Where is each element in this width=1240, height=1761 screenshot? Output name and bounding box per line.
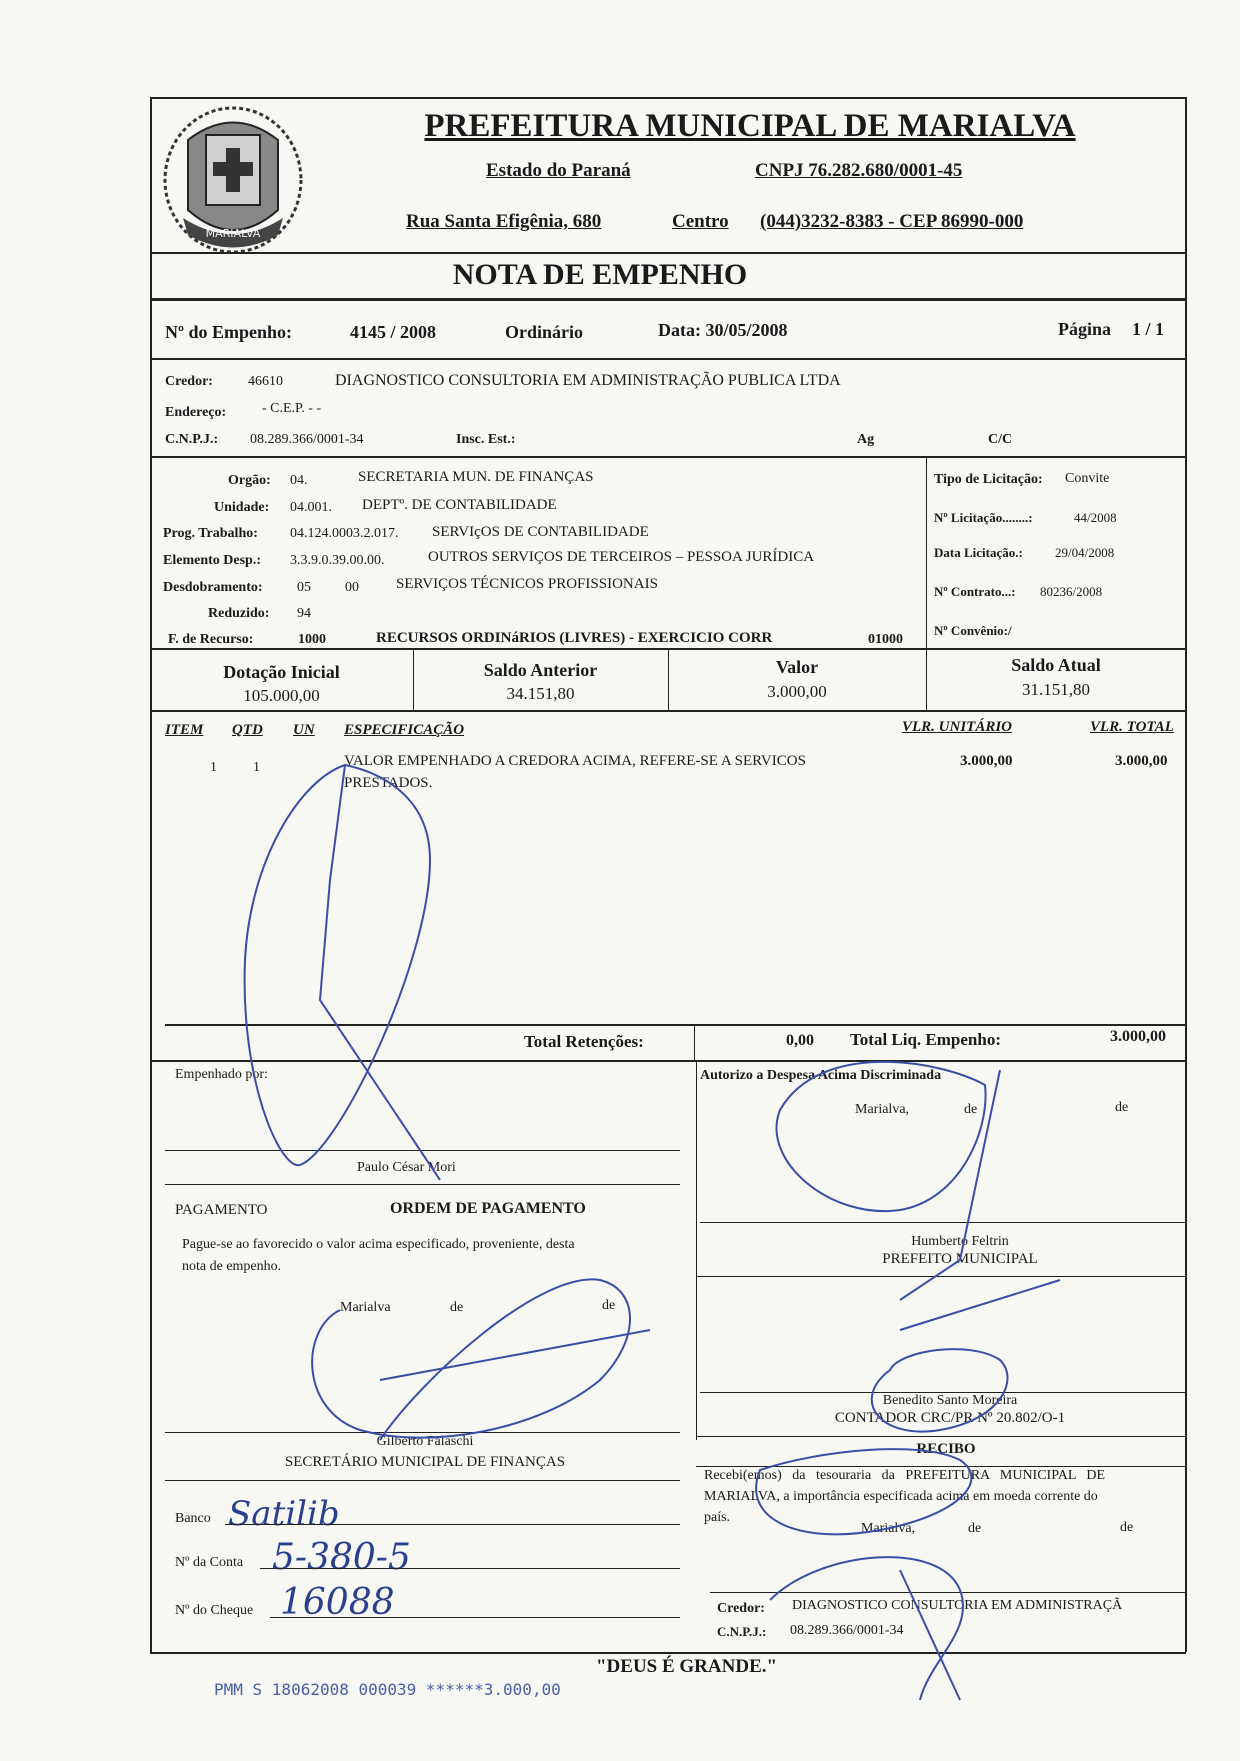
signature-stroke-secretario-line	[380, 1330, 650, 1380]
desdob-label: Desdobramento:	[163, 580, 263, 595]
insc-label: Insc. Est.:	[456, 432, 516, 447]
saldo-atual-value: 31.151,80	[1022, 680, 1090, 699]
recibo-credor-value: DIAGNOSTICO CONSULTORIA EM ADMINISTRAÇÃ	[792, 1598, 1123, 1613]
page-value: 1 / 1	[1132, 319, 1165, 339]
recurso-code2: 01000	[868, 632, 903, 647]
row-spec-line2: PRESTADOS.	[344, 775, 433, 791]
contador-name: Benedito Santo Moreira	[882, 1393, 1018, 1408]
reduzido-label: Reduzido:	[208, 606, 270, 621]
col-spec: ESPECIFICAÇÃO	[344, 722, 465, 738]
elem-name: OUTROS SERVIÇOS DE TERCEIROS – PESSOA JURÍDICA	[428, 549, 815, 565]
row-total: 3.000,00	[1115, 753, 1168, 769]
col-qtd: QTD	[232, 722, 263, 738]
prog-label: Prog. Trabalho:	[163, 526, 258, 541]
empenho-value: 4145 / 2008	[350, 322, 437, 342]
endereco-label: Endereço:	[165, 405, 227, 420]
empenho-label: Nº do Empenho:	[165, 322, 292, 342]
row-spec-line1: VALOR EMPENHADO A CREDORA ACIMA, REFERE-SE A SERVICOS	[344, 753, 806, 769]
ordem-label: ORDEM DE PAGAMENTO	[390, 1200, 586, 1217]
recurso-name: RECURSOS ORDINáRIOS (LIVRES) - EXERCICIO CORR	[376, 630, 773, 646]
signature-stroke-prefeito	[777, 1062, 1000, 1300]
conta-value: 5-380-5	[272, 1537, 411, 1578]
desdob-a: 05	[297, 580, 311, 595]
header-title: PREFEITURA MUNICIPAL DE MARIALVA	[424, 108, 1076, 144]
sec-title: SECRETÁRIO MUNICIPAL DE FINANÇAS	[284, 1454, 566, 1470]
recurso-code: 1000	[298, 632, 326, 647]
credor-name: DIAGNOSTICO CONSULTORIA EM ADMINISTRAÇÃO PUBLICA LTDA	[335, 372, 841, 389]
header-phone-cep: (044)3232-8383 - CEP 86990-000	[760, 211, 1024, 232]
crest-text: MARIALVA	[205, 227, 261, 240]
convenio-label: Nº Convênio:/	[934, 623, 1012, 638]
dotacao-value: 105.000,00	[243, 686, 320, 705]
row-unit: 3.000,00	[960, 753, 1013, 769]
row-qtd: 1	[253, 760, 260, 775]
footer-motto: "DEUS É GRANDE."	[596, 1656, 778, 1677]
data-licitacao-label: Data Licitação.:	[934, 545, 1023, 560]
sec-name: Gilberto Falaschi	[376, 1434, 474, 1449]
unidade-label: Unidade:	[214, 500, 270, 515]
empenhado-label: Empenhado por:	[175, 1067, 268, 1082]
credor-code: 46610	[248, 374, 283, 389]
empenho-date: Data: 30/05/2008	[658, 320, 788, 340]
recibo-cnpj-label: C.N.P.J.:	[717, 1624, 767, 1639]
cnpj-value: 08.289.366/0001-34	[250, 432, 364, 447]
recibo-cnpj-value: 08.289.366/0001-34	[790, 1623, 904, 1638]
dotacao-label: Dotação Inicial	[223, 662, 340, 682]
recibo-title: RECIBO	[916, 1441, 976, 1457]
reduzido-value: 94	[297, 606, 311, 621]
cheque-label: Nº do Cheque	[175, 1603, 254, 1618]
recibo-de-2: de	[1120, 1520, 1134, 1535]
footer-stamp: PMM S 18062008 000039 ******3.000,00	[214, 1680, 561, 1699]
valor-label: Valor	[775, 657, 819, 677]
recibo-city: Marialva,	[861, 1521, 916, 1536]
autorizo-city: Marialva,	[855, 1102, 910, 1117]
desdob-name: SERVIÇOS TÉCNICOS PROFISSIONAIS	[396, 576, 658, 592]
unidade-code: 04.001.	[290, 500, 332, 515]
valor-value: 3.000,00	[767, 682, 827, 701]
page-label: Página	[1058, 319, 1112, 339]
header-district: Centro	[672, 211, 729, 232]
signature-stroke-secretario	[312, 1279, 630, 1440]
autorizo-de-1: de	[964, 1102, 978, 1117]
orgao-name: SECRETARIA MUN. DE FINANÇAS	[358, 469, 594, 485]
num-licitacao-label: Nº Licitação........:	[934, 510, 1033, 525]
liq-label: Total Liq. Empenho:	[850, 1030, 1001, 1049]
signature-stroke-recibo	[756, 1449, 971, 1534]
prefeito-title: PREFEITO MUNICIPAL	[882, 1251, 1038, 1267]
recibo-credor-label: Credor:	[717, 1601, 765, 1616]
prefeito-name: Humberto Feltrin	[911, 1234, 1009, 1249]
prog-code: 04.124.0003.2.017.	[290, 526, 399, 541]
header-state: Estado do Paraná	[486, 160, 631, 181]
empenhado-name: Paulo César Mori	[357, 1160, 456, 1175]
col-unit: VLR. UNITÁRIO	[902, 719, 1013, 735]
autorizo-de-2: de	[1115, 1100, 1129, 1115]
banco-value: Satilib	[228, 1494, 340, 1534]
unidade-name: DEPTº. DE CONTABILIDADE	[362, 497, 557, 513]
ordem-de-2: de	[602, 1298, 616, 1313]
pague-line2: nota de empenho.	[182, 1259, 282, 1274]
row-item: 1	[210, 760, 217, 775]
num-licitacao-value: 44/2008	[1074, 510, 1117, 525]
retencoes-label: Total Retenções:	[524, 1032, 644, 1051]
contrato-label: Nº Contrato...:	[934, 584, 1016, 599]
data-licitacao-value: 29/04/2008	[1055, 545, 1115, 560]
retencoes-value: 0,00	[786, 1032, 814, 1049]
ag-label: Ag	[857, 432, 875, 447]
col-total: VLR. TOTAL	[1090, 719, 1174, 735]
orgao-label: Orgão:	[228, 473, 271, 488]
recibo-de-1: de	[968, 1521, 982, 1536]
saldo-atual-label: Saldo Atual	[1011, 655, 1101, 675]
signature-stroke-contador	[872, 1280, 1060, 1432]
cheque-value: 16088	[280, 1582, 395, 1623]
cc-label: C/C	[988, 432, 1013, 447]
contador-title: CONTADOR CRC/PR Nº 20.802/O-1	[834, 1410, 1066, 1426]
saldo-anterior-value: 34.151,80	[506, 684, 575, 703]
banco-label: Banco	[175, 1511, 211, 1526]
desdob-b: 00	[345, 580, 359, 595]
recibo-line1: Recebi(emos) da tesouraria da PREFEITURA MUNICIPAL DE	[704, 1468, 1106, 1483]
endereco-value: - C.E.P. - -	[262, 401, 322, 416]
col-item: ITEM	[165, 722, 204, 738]
conta-label: Nº da Conta	[175, 1555, 244, 1570]
recurso-label: F. de Recurso:	[168, 632, 254, 647]
header-address: Rua Santa Efigênia, 680	[406, 211, 602, 232]
ordem-de-1: de	[450, 1300, 464, 1315]
signature-stroke-empenho-tail	[320, 765, 440, 1180]
recibo-line3: país.	[704, 1510, 731, 1525]
signature-stroke-credor	[770, 1557, 963, 1700]
elem-code: 3.3.9.0.39.00.00.	[290, 553, 385, 568]
saldo-anterior-label: Saldo Anterior	[483, 660, 598, 680]
pagamento-label: PAGAMENTO	[175, 1202, 268, 1218]
pague-line1: Pague-se ao favorecido o valor acima especificado, proveniente, desta	[182, 1237, 575, 1252]
ordem-city: Marialva	[340, 1300, 391, 1315]
header-cnpj: CNPJ 76.282.680/0001-45	[755, 160, 963, 181]
elem-label: Elemento Desp.:	[163, 553, 261, 568]
recibo-line2: MARIALVA, a importância especificada acima em moeda corrente do	[704, 1489, 1098, 1504]
col-un: UN	[293, 722, 315, 738]
prog-name: SERVIçOS DE CONTABILIDADE	[432, 524, 649, 540]
liq-value: 3.000,00	[1110, 1028, 1166, 1045]
tipo-licitacao-value: Convite	[1065, 471, 1110, 486]
cnpj-label: C.N.P.J.:	[165, 432, 219, 447]
autorizo-label: Autorizo a Despesa Acima Discriminada	[700, 1068, 942, 1083]
credor-label: Credor:	[165, 374, 213, 389]
document-title: NOTA DE EMPENHO	[452, 258, 748, 291]
tipo-licitacao-label: Tipo de Licitação:	[934, 472, 1043, 487]
orgao-code: 04.	[290, 473, 308, 488]
empenho-type: Ordinário	[505, 322, 584, 342]
contrato-value: 80236/2008	[1040, 584, 1103, 599]
